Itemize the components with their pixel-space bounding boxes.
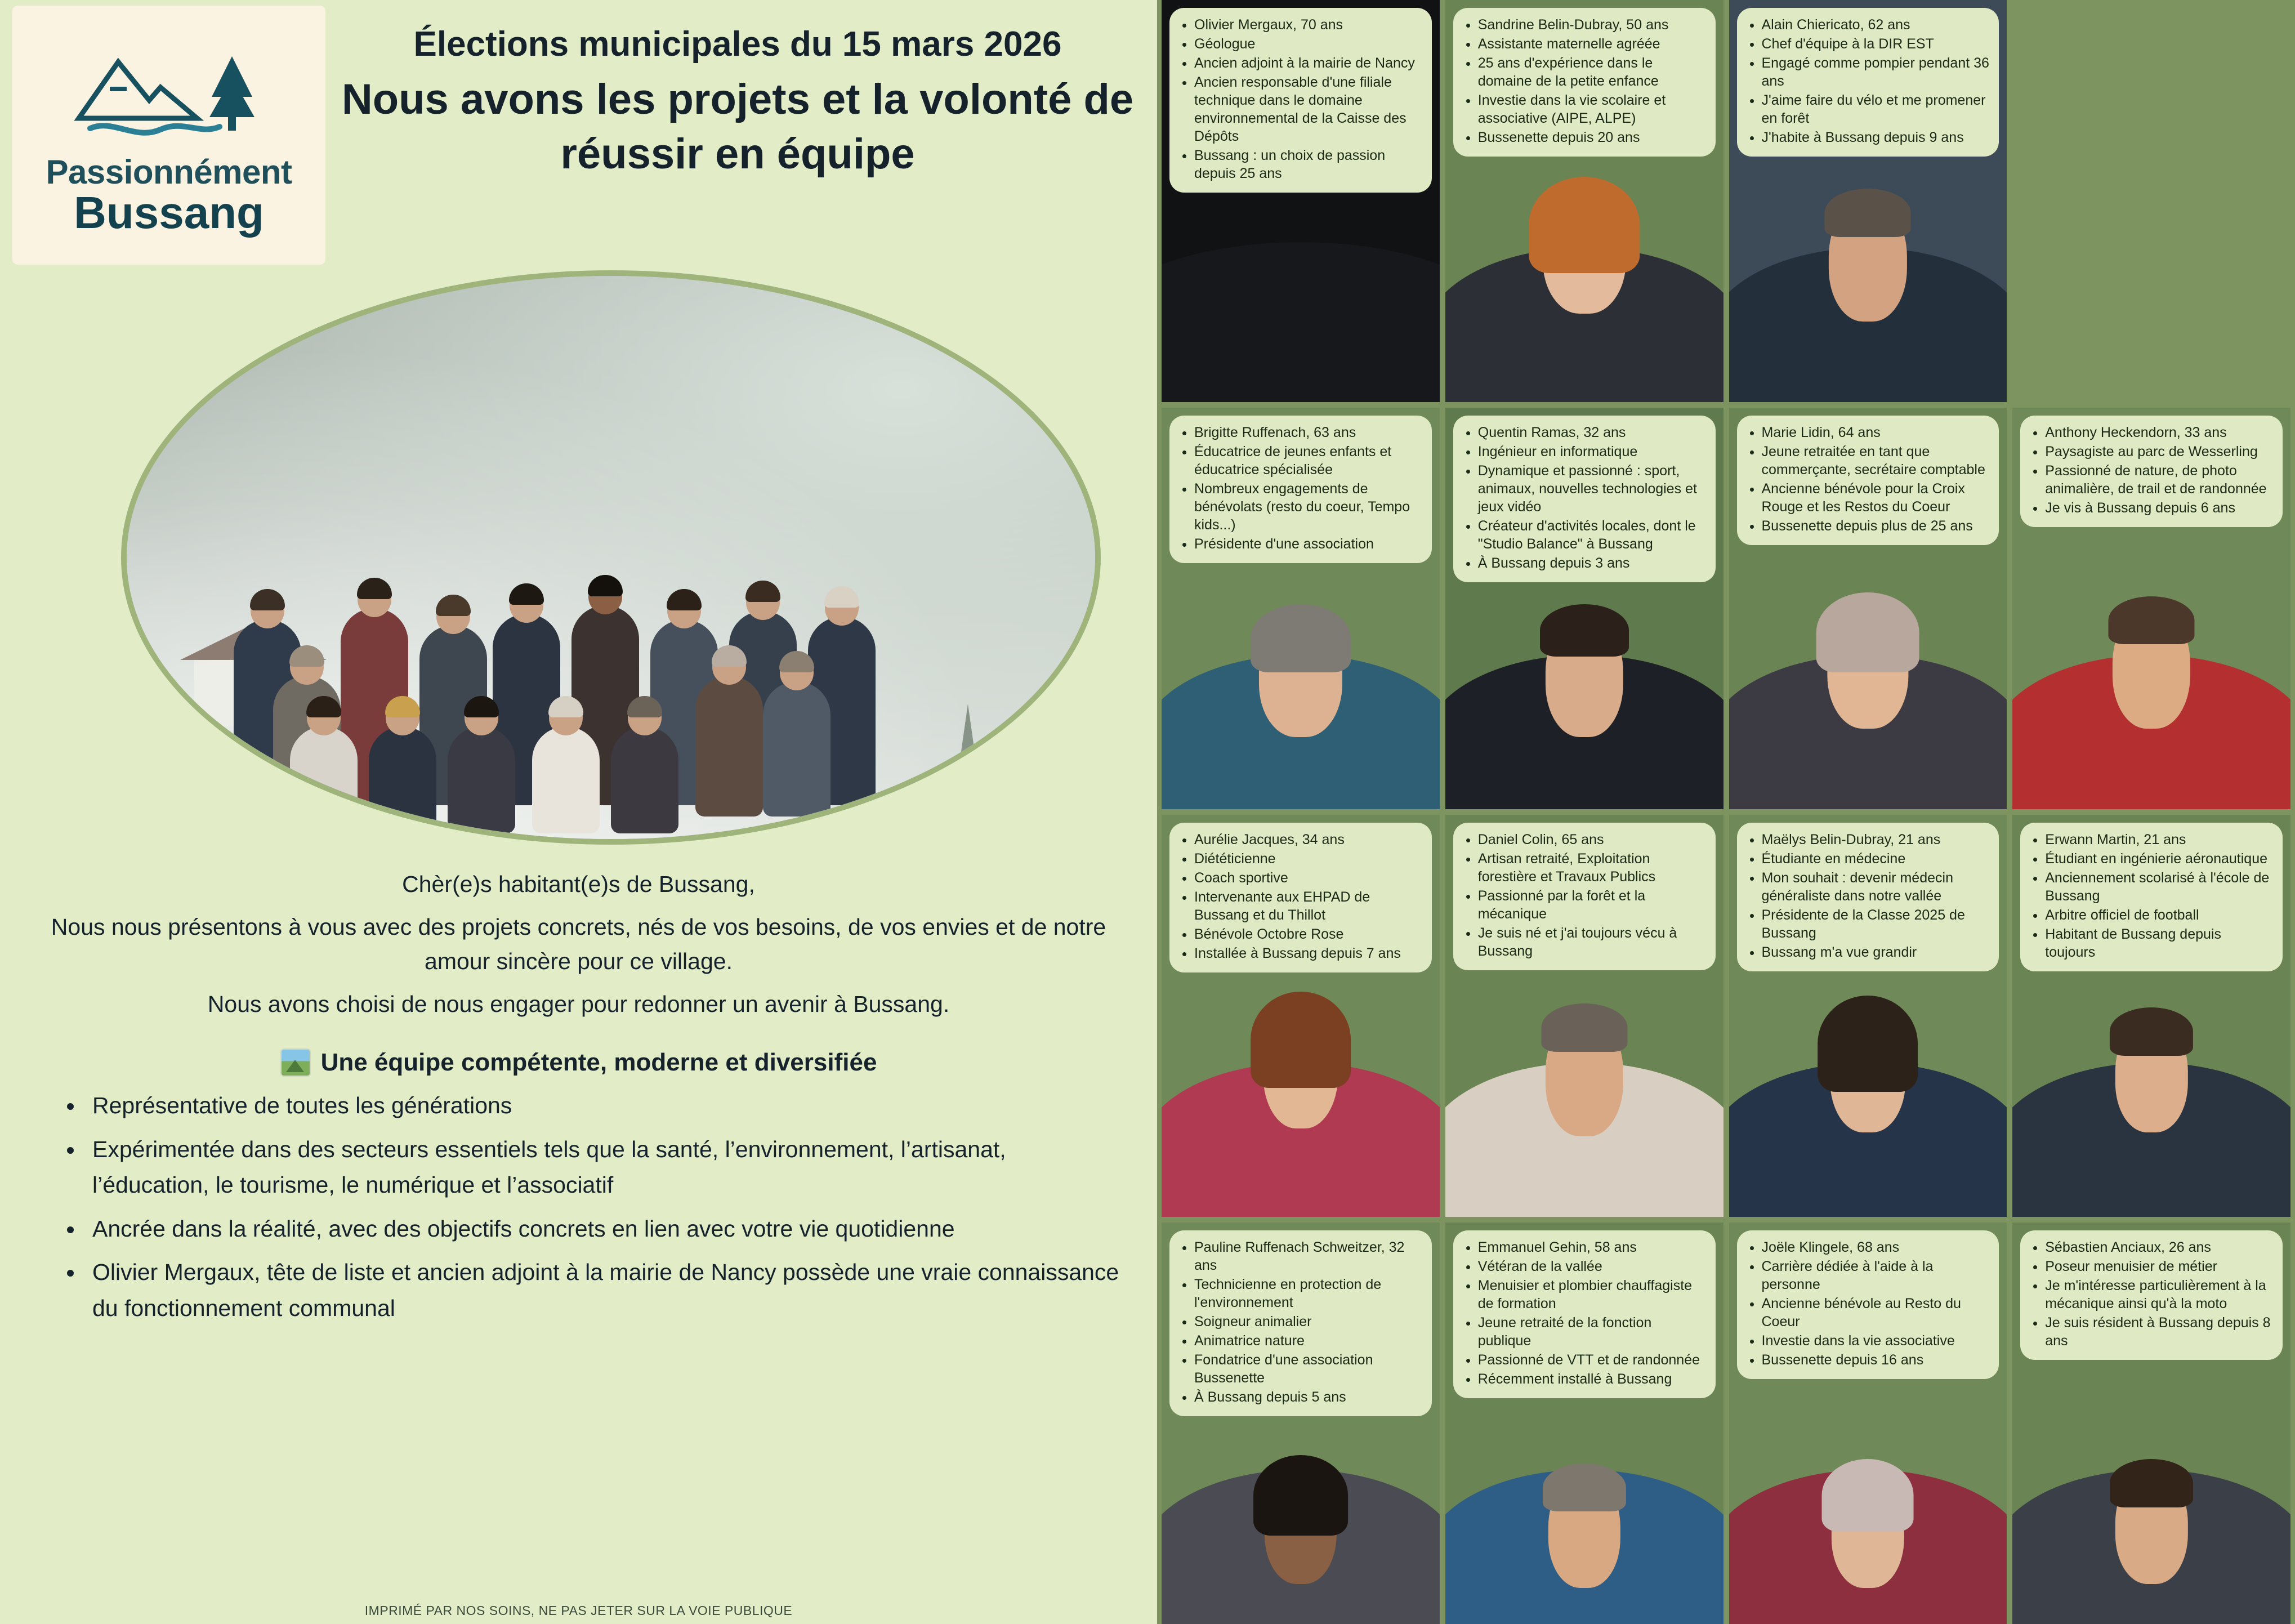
candidate-card [2012,1223,2290,1624]
candidate-detail: • Je suis résident à Bussang depuis 8 ans [2045,1314,2274,1350]
candidate-name: • Quentin Ramas, 32 ans [1478,423,1707,441]
candidate-detail: • Animatrice nature [1194,1332,1423,1350]
candidate-bio [1169,1230,1432,1416]
candidate-name: • Erwann Martin, 21 ans [2045,831,2274,849]
candidate-detail: • Paysagiste au parc de Wesserling [2045,443,2274,461]
candidate-detail: • Chef d'équipe à la DIR EST [1762,35,1990,53]
candidates-grid [1157,0,2295,1624]
candidate-detail: • Présidente d'une association [1194,535,1423,553]
candidate-detail: • Vétéran de la vallée [1478,1257,1707,1275]
candidate-name: • Brigitte Ruffenach, 63 ans [1194,423,1423,441]
mountain-pine-logo-icon [56,34,282,152]
list-item: • Représentative de toutes les générations [84,1088,1123,1124]
candidate-detail: • Artisan retraité, Exploitation forestière et Travaux Publics [1478,850,1707,886]
candidate-name: • Aurélie Jacques, 34 ans [1194,831,1423,849]
candidate-card [1729,0,2007,402]
candidate-bio [1737,1230,1999,1379]
candidate-name: • Emmanuel Gehin, 58 ans [1478,1238,1707,1256]
candidate-card [1445,1223,1724,1624]
header [338,23,1137,181]
logo-box [12,6,325,265]
candidate-card [1162,1223,1440,1624]
candidate-detail: • Poseur menuisier de métier [2045,1257,2274,1275]
candidate-detail: • Étudiante en médecine [1762,850,1990,868]
candidate-detail: • Je m'intéresse particulièrement à la mécanique ainsi qu'à la moto [2045,1277,2274,1313]
candidate-detail: • À Bussang depuis 3 ans [1478,554,1707,572]
list-item: • Olivier Mergaux, tête de liste et ancien adjoint à la mairie de Nancy possède une vraie connaissance du fonctionnement communal [84,1255,1123,1326]
candidate-detail: • Arbitre officiel de football [2045,906,2274,924]
candidate-detail: • Éducatrice de jeunes enfants et éducatrice spécialisée [1194,443,1423,479]
candidate-bio [1453,8,1716,157]
candidate-bio [1453,416,1716,582]
candidate-name: • Sandrine Belin-Dubray, 50 ans [1478,16,1707,34]
candidate-name: • Sébastien Anciaux, 26 ans [2045,1238,2274,1256]
candidate-bio [1453,1230,1716,1398]
candidate-detail: • Diététicienne [1194,850,1423,868]
candidate-detail: • Bussenette depuis plus de 25 ans [1762,517,1990,535]
candidate-detail: • Mon souhait : devenir médecin généraliste dans notre vallée [1762,869,1990,905]
candidate-detail: • Passionné par la forêt et la mécanique [1478,887,1707,923]
candidate-name: • Marie Lidin, 64 ans [1762,423,1990,441]
letter-paragraph-1: Nous nous présentons à vous avec des projets concrets, nés de vos besoins, de vos envies et de notre amour sincère pour ce village. [51,913,1106,974]
candidate-detail: • Créateur d'activités locales, dont le "Studio Balance" à Bussang [1478,517,1707,553]
header-election-date: Élections municipales du 15 mars 2026 [413,25,1062,64]
candidate-detail: • Assistante maternelle agréée [1478,35,1707,53]
candidate-detail: • Ancienne bénévole pour la Croix Rouge et les Restos du Coeur [1762,480,1990,516]
candidate-detail: • Passionné de nature, de photo animalière, de trail et de randonnée [2045,462,2274,498]
candidate-detail: • Je suis né et j'ai toujours vécu à Bussang [1478,924,1707,960]
candidate-detail: • Coach sportive [1194,869,1423,887]
print-notice: IMPRIMÉ PAR NOS SOINS, NE PAS JETER SUR LA VOIE PUBLIQUE [364,1603,793,1618]
candidate-name: • Anthony Heckendorn, 33 ans [2045,423,2274,441]
letter-body [0,867,1157,1334]
candidate-detail: • Nombreux engagements de bénévolats (resto du coeur, Tempo kids...) [1194,480,1423,534]
candidate-name: • Olivier Mergaux, 70 ans [1194,16,1423,34]
candidate-name: • Maëlys Belin-Dubray, 21 ans [1762,831,1990,849]
letter-subtitle-row [34,1049,1123,1077]
candidate-detail: • Technicienne en protection de l'environnement [1194,1275,1423,1311]
candidate-detail: • Intervenante aux EHPAD de Bussang et du Thillot [1194,888,1423,924]
letter-subtitle: Une équipe compétente, moderne et diversifiée [320,1049,877,1076]
candidate-card [1445,408,1724,810]
candidate-card [1445,815,1724,1217]
candidate-card-empty [2012,0,2290,402]
candidate-detail: • Investie dans la vie scolaire et associative (AIPE, ALPE) [1478,91,1707,127]
team-photo-oval [121,270,1101,845]
candidate-detail: • Menuisier et plombier chauffagiste de formation [1478,1277,1707,1313]
team-photo [121,270,1101,845]
candidate-detail: • Bussenette depuis 16 ans [1762,1351,1990,1369]
candidate-bio [1453,823,1716,970]
candidate-detail: • Étudiant en ingénierie aéronautique [2045,850,2274,868]
candidate-detail: • Ingénieur en informatique [1478,443,1707,461]
candidate-detail: • Jeune retraité de la fonction publique [1478,1314,1707,1350]
candidate-detail: • Dynamique et passionné : sport, animaux, nouvelles technologies et jeux vidéo [1478,462,1707,516]
candidate-card [2012,408,2290,810]
candidate-bio [1169,823,1432,972]
candidate-card [1729,408,2007,810]
candidate-card [1445,0,1724,402]
candidate-card [1729,815,2007,1217]
candidate-detail: • Passionné de VTT et de randonnée [1478,1351,1707,1369]
candidate-detail: • Ancien adjoint à la mairie de Nancy [1194,54,1423,72]
candidate-detail: • Fondatrice d'une association Bussenette [1194,1351,1423,1387]
candidate-card [1162,815,1440,1217]
candidate-detail: • J'aime faire du vélo et me promener en forêt [1762,91,1990,127]
candidate-card [1729,1223,2007,1624]
logo-line2: Bussang [74,188,264,238]
candidate-detail: • Investie dans la vie associative [1762,1332,1990,1350]
candidate-bio [1169,8,1432,193]
candidate-name: • Pauline Ruffenach Schweitzer, 32 ans [1194,1238,1423,1274]
candidate-name: • Alain Chiericato, 62 ans [1762,16,1990,34]
list-item: • Expérimentée dans des secteurs essentiels tels que la santé, l’environnement, l’artisanat, l’éducation, le tourisme, le numérique et l’associatif [84,1132,1123,1203]
candidate-detail: • Ancien responsable d'une filiale technique dans le domaine environnemental de la Caisse des Dépôts [1194,73,1423,145]
candidate-bio [1737,8,1999,157]
candidate-detail: • Géologue [1194,35,1423,53]
candidate-detail: • Je vis à Bussang depuis 6 ans [2045,499,2274,517]
candidate-detail: • Bussang : un choix de passion depuis 25 ans [1194,146,1423,182]
header-slogan: Nous avons les projets et la volonté de réussir en équipe [341,75,1134,178]
candidate-portrait [2012,0,2290,402]
letter-bullets [34,1088,1123,1326]
candidate-detail: • Bussang m'a vue grandir [1762,943,1990,961]
candidate-detail: • J'habite à Bussang depuis 9 ans [1762,128,1990,146]
candidate-detail: • Bénévole Octobre Rose [1194,925,1423,943]
candidate-detail: • Ancienne bénévole au Resto du Coeur [1762,1295,1990,1331]
letter-salutation: Chèr(e)s habitant(e)s de Bussang, [402,871,755,897]
candidate-card [1162,0,1440,402]
candidate-detail: • Soigneur animalier [1194,1313,1423,1331]
candidate-card [1162,408,1440,810]
candidate-detail: • Installée à Bussang depuis 7 ans [1194,944,1423,962]
letter-paragraph-2: Nous avons choisi de nous engager pour redonner un avenir à Bussang. [207,991,950,1017]
list-item: • Ancrée dans la réalité, avec des objectifs concrets en lien avec votre vie quotidienne [84,1211,1123,1247]
candidate-detail: • Jeune retraitée en tant que commerçante, secrétaire comptable [1762,443,1990,479]
candidate-detail: • Récemment installé à Bussang [1478,1370,1707,1388]
candidate-detail: • Habitant de Bussang depuis toujours [2045,925,2274,961]
candidate-name: • Daniel Colin, 65 ans [1478,831,1707,849]
candidate-detail: • Présidente de la Classe 2025 de Bussang [1762,906,1990,942]
logo-line1: Passionnément [46,153,292,191]
candidate-detail: • Engagé comme pompier pendant 36 ans [1762,54,1990,90]
candidate-card [2012,815,2290,1217]
candidate-name: • Joële Klingele, 68 ans [1762,1238,1990,1256]
candidate-detail: • Bussenette depuis 20 ans [1478,128,1707,146]
candidate-bio [1737,416,1999,545]
candidate-detail: • Anciennement scolarisé à l'école de Bussang [2045,869,2274,905]
candidate-detail: • 25 ans d'expérience dans le domaine de la petite enfance [1478,54,1707,90]
candidate-bio [2020,416,2283,527]
candidate-bio [1169,416,1432,563]
mountain-photo-icon [280,1049,311,1077]
candidate-detail: • Carrière dédiée à l'aide à la personne [1762,1257,1990,1293]
candidate-detail: • À Bussang depuis 5 ans [1194,1388,1423,1406]
candidate-bio [2020,1230,2283,1360]
candidate-bio [1737,823,1999,971]
candidate-bio [2020,823,2283,971]
